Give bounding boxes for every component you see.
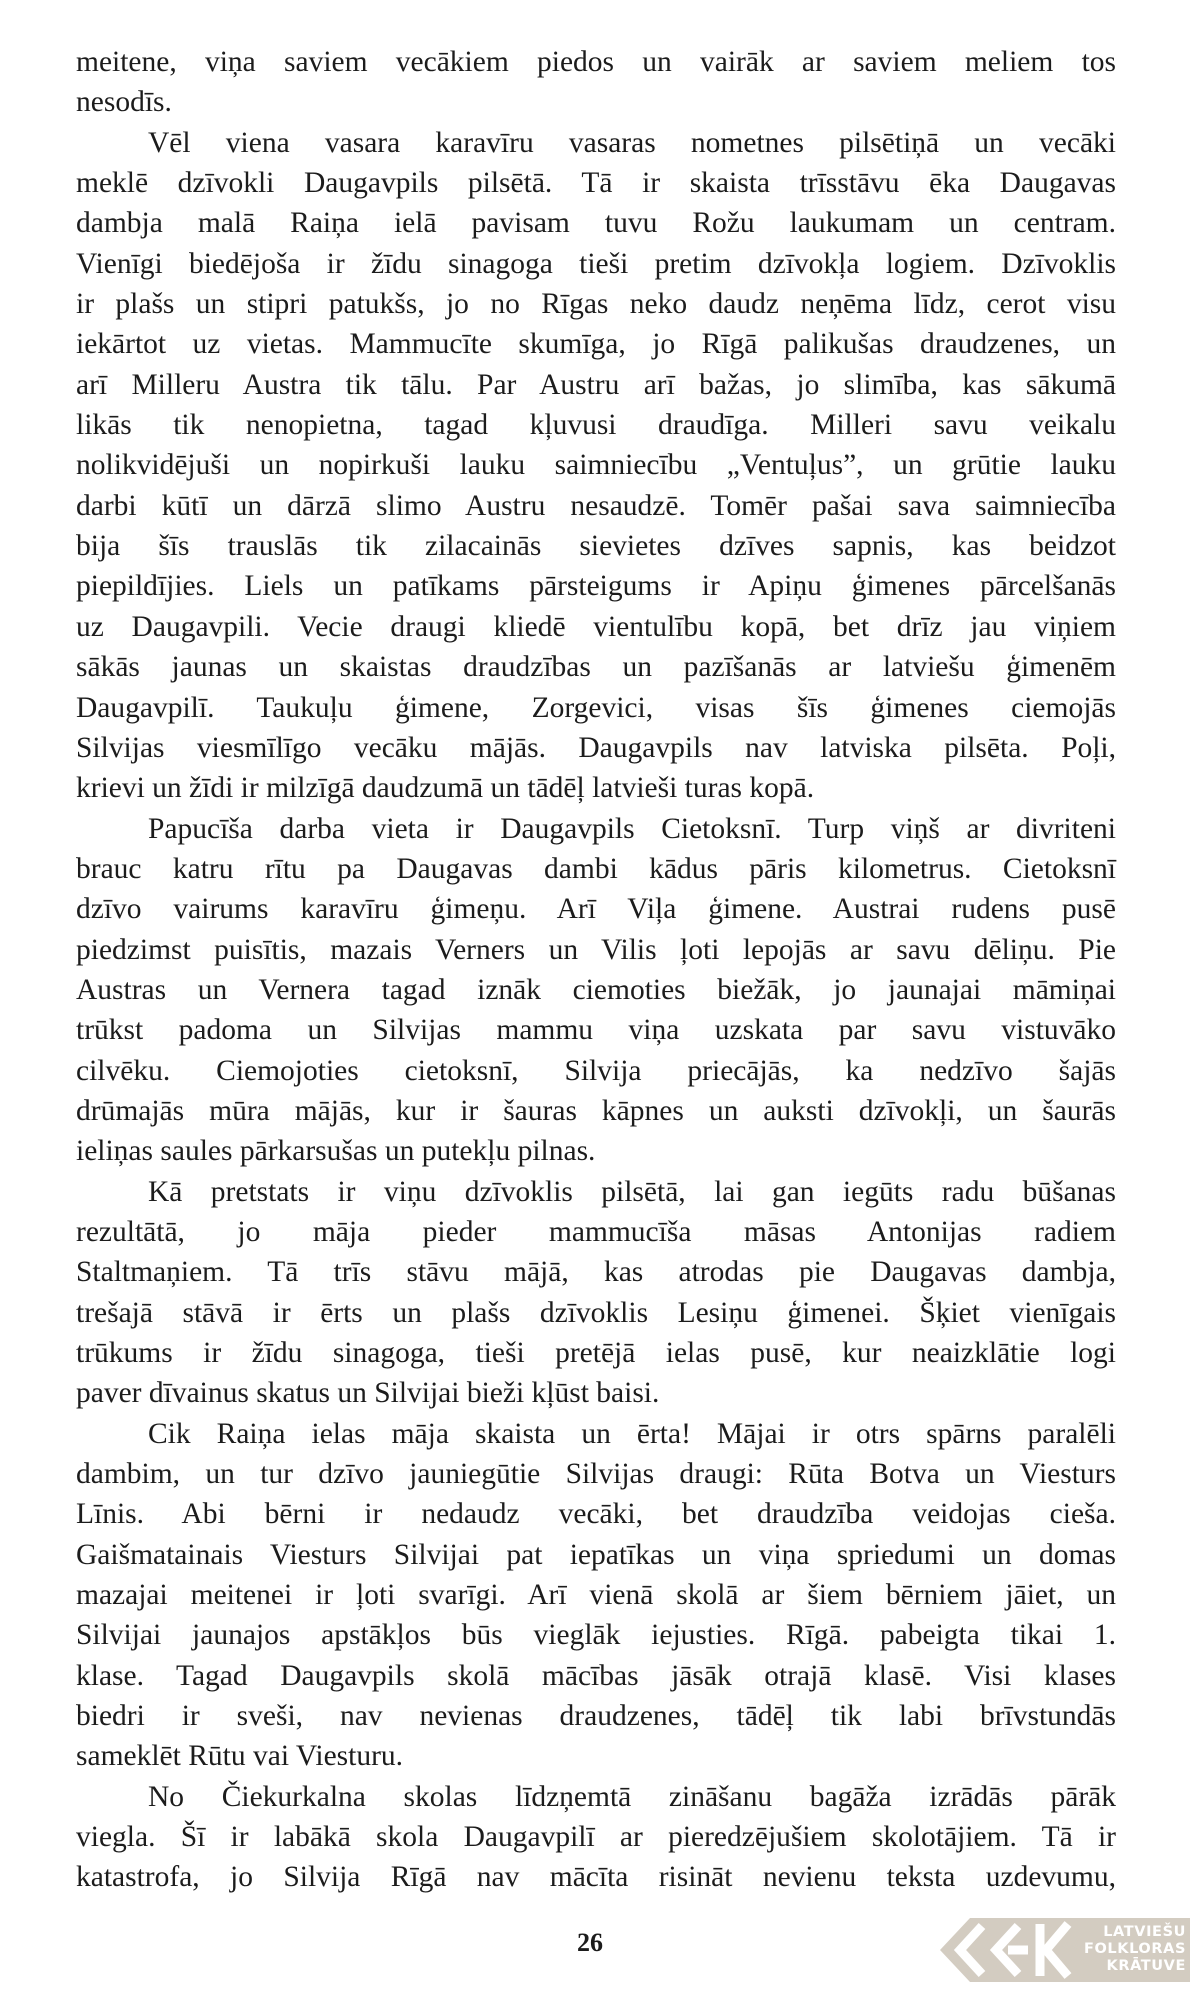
text-line: Daugavpilī. Taukuļu ģimene, Zorgevici, visas šīs ģimenes ciemojās: [76, 691, 1116, 724]
text-line: cilvēku. Ciemojoties cietoksnī, Silvija priecājās, ka nedzīvo šajās: [76, 1054, 1116, 1087]
text-line: trūkst padoma un Silvijas mammu viņa uzskata par savu vistuvāko: [76, 1014, 1116, 1047]
text-line: biedri ir sveši, nav nevienas draudzenes, tādēļ tik labi brīvstundās: [76, 1700, 1116, 1733]
text-line: uz Daugavpili. Vecie draugi kliedē vientulību kopā, bet drīz jau viņiem: [76, 610, 1116, 643]
body-text: [76, 42, 1116, 1898]
text-line: Austras un Vernera tagad iznāk ciemoties biežāk, jo jaunajai māmiņai: [76, 973, 1116, 1006]
text-line: bija šīs trauslās tik zilacainās sievietes dzīves sapnis, kas beidzot: [76, 530, 1116, 563]
text-line: sākās jaunas un skaistas draudzības un pazīšanās ar latviešu ģimenēm: [76, 651, 1116, 684]
text-line: dzīvo vairums karavīru ģimeņu. Arī Viļa ģimene. Austrai rudens pusē: [76, 893, 1116, 926]
text-line: darbi kūtī un dārzā slimo Austru nesaudzē. Tomēr pašai sava saimniecība: [76, 489, 1116, 522]
text-line: piedzimst puisītis, mazais Verners un Vilis ļoti lepojās ar savu dēliņu. Pie: [76, 933, 1116, 966]
text-line: iekārtot uz vietas. Mammucīte skumīga, jo Rīgā palikušas draudzenes, un: [76, 328, 1116, 361]
paragraph-first-line: Cik Raiņa ielas māja skaista un ērta! Mājai ir otrs spārns paralēli: [148, 1417, 1116, 1450]
text-line: Vienīgi biedējoša ir žīdu sinagoga tieši pretim dzīvokļa logiem. Dzīvoklis: [76, 247, 1116, 280]
paragraph-first-line: Vēl viena vasara karavīru vasaras nometnes pilsētiņā un vecāki: [148, 126, 1116, 159]
text-line: paver dīvainus skatus un Silvijai bieži kļūst baisi.: [76, 1377, 660, 1410]
text-line: Gaišmatainais Viesturs Silvijai pat iepatīkas un viņa spriedumi un domas: [76, 1538, 1116, 1571]
text-line: meitene, viņa saviem vecākiem piedos un vairāk ar saviem meliem tos: [76, 46, 1116, 78]
logo-line-2: FOLKLORAS: [1084, 1941, 1186, 1957]
text-line: trešajā stāvā ir ērts un plašs dzīvoklis Lesiņu ģimenei. Šķiet vienīgais: [76, 1296, 1116, 1329]
logo-line-3: KRĀTUVE: [1106, 1958, 1186, 1974]
text-line: brauc katru rītu pa Daugavas dambi kādus pāris kilometrus. Cietoksnī: [76, 852, 1116, 885]
text-line: klase. Tagad Daugavpils skolā mācības jāsāk otrajā klasē. Visi klases: [76, 1659, 1116, 1692]
text-line: trūkums ir žīdu sinagoga, tieši pretējā ielas pusē, kur neaizklātie logi: [76, 1337, 1116, 1369]
text-line: dambja malā Raiņa ielā pavisam tuvu Rožu laukumam un centram.: [76, 207, 1116, 240]
text-line: sameklēt Rūtu vai Viesturu.: [76, 1740, 404, 1773]
text-line: Staltmaņiem. Tā trīs stāvu mājā, kas atrodas pie Daugavas dambja,: [76, 1256, 1116, 1289]
text-line: dambim, un tur dzīvo jauniegūtie Silvijas draugi: Rūta Botva un Viesturs: [76, 1458, 1116, 1491]
text-line: ir plašs un stipri patukšs, jo no Rīgas neko daudz neņēma līdz, cerot visu: [76, 288, 1116, 321]
text-line: nolikvidējuši un nopirkuši lauku saimniecību „Ventuļus”, un grūtie lauku: [76, 449, 1116, 482]
text-line: ieliņas saules pārkarsušas un putekļu pilnas.: [76, 1135, 596, 1168]
page-number: 26: [577, 1928, 603, 1957]
logo-wordmark: [1080, 1924, 1186, 1975]
text-line: Līnis. Abi bērni ir nedaudz vecāki, bet draudzība veidojas cieša.: [76, 1498, 1116, 1531]
text-line: likās tik nenopietna, tagad kļuvusi draudīga. Milleri savu veikalu: [76, 409, 1116, 442]
paragraph-first-line: No Čiekurkalna skolas līdzņemtā zināšanu bagāža izrādās pārāk: [148, 1780, 1116, 1813]
text-line: meklē dzīvokli Daugavpils pilsētā. Tā ir skaista trīsstāvu ēka Daugavas: [76, 167, 1116, 200]
archive-logo: [940, 1918, 1190, 1982]
logo-line-1: LATVIEŠU: [1103, 1924, 1186, 1940]
text-line: krievi un žīdi ir milzīgā daudzumā un tādēļ latvieši turas kopā.: [76, 772, 815, 805]
text-line: drūmajās mūra mājās, kur ir šauras kāpnes un auksti dzīvokļi, un šaurās: [76, 1094, 1116, 1127]
text-line: Silvijai jaunajos apstākļos būs vieglāk iejusties. Rīgā. pabeigta tikai 1.: [76, 1619, 1116, 1652]
text-line: arī Milleru Austra tik tālu. Par Austru arī bažas, jo slimība, kas sākumā: [76, 368, 1116, 401]
text-line: rezultātā, jo māja pieder mammucīša māsas Antonijas radiem: [76, 1215, 1116, 1248]
text-line: katastrofa, jo Silvija Rīgā nav mācīta risināt nevienu teksta uzdevumu,: [76, 1861, 1116, 1894]
paragraph-first-line: Papucīša darba vieta ir Daugavpils Cietoksnī. Turp viņš ar divriteni: [148, 812, 1116, 845]
text-line: Silvijas viesmīlīgo vecāku mājās. Daugavpils nav latviska pilsēta. Poļi,: [76, 731, 1116, 764]
text-line: viegla. Šī ir labākā skola Daugavpilī ar pieredzējušiem skolotājiem. Tā ir: [76, 1821, 1116, 1854]
text-line: nesodīs.: [76, 86, 172, 119]
text-line: piepildījies. Liels un patīkams pārsteigums ir Apiņu ģimenes pārcelšanās: [76, 570, 1116, 603]
paragraph-first-line: Kā pretstats ir viņu dzīvoklis pilsētā, lai gan iegūts radu būšanas: [148, 1175, 1116, 1208]
text-line: mazajai meitenei ir ļoti svarīgi. Arī vienā skolā ar šiem bērniem jāiet, un: [76, 1579, 1116, 1612]
